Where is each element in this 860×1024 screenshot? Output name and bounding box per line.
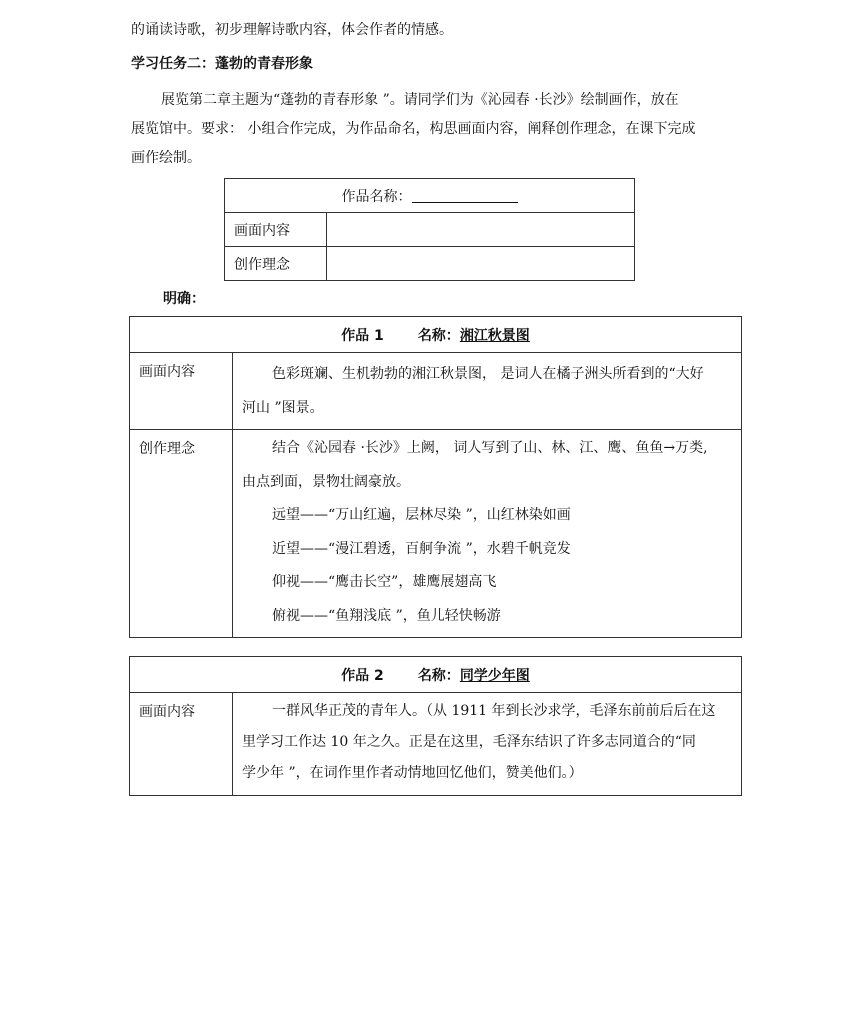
work2-row1-line: 学少年 ”，在词作里作者动情地回忆他们，赞美他们。）: [242, 765, 583, 781]
work2-header: [130, 657, 742, 693]
work1-row1-line: 河山 ”图景。: [242, 400, 324, 416]
intro-line-2: 展览馆中。要求： 小组合作完成，为作品命名，构思画面内容，阐释创作理念，在课下完成: [131, 121, 696, 137]
form-title-cell: [225, 179, 635, 213]
answer-label: 明确：: [163, 291, 205, 307]
work1-table: [129, 316, 742, 638]
work1-number: 作品 1: [341, 327, 384, 344]
intro-line-3: 画作绘制。: [131, 150, 201, 166]
form-title-label: 作品名称：: [341, 188, 412, 205]
form-title-blank[interactable]: [412, 188, 518, 203]
work2-table: [129, 656, 742, 796]
form-row1-value[interactable]: [327, 213, 635, 247]
work2-name: 同学少年图: [459, 667, 530, 684]
top-text: 的诵读诗歌，初步理解诗歌内容，体会作者的情感。: [131, 22, 453, 38]
work2-name-label: 名称：: [417, 667, 460, 684]
work2-row1-line: 一群风华正茂的青年人。（从 1911 年到长沙求学，毛泽东前前后后在这: [272, 703, 716, 719]
form-row1-label: 画面内容: [225, 213, 327, 247]
work1-name-label: 名称：: [417, 327, 460, 344]
work1-row2-label: 创作理念: [130, 430, 233, 638]
work2-row1-label: 画面内容: [130, 693, 233, 796]
work1-row1-content: [233, 353, 742, 430]
work1-row2-line: 仰视——“鹰击长空”，雄鹰展翅高飞: [272, 574, 497, 590]
work1-row1-line: 色彩斑斓、生机勃勃的湘江秋景图， 是词人在橘子洲头所看到的“大好: [272, 366, 704, 382]
work2-row1-content: [233, 693, 742, 796]
form-row2-value[interactable]: [327, 247, 635, 281]
work1-row1-label: 画面内容: [130, 353, 233, 430]
intro-line-1: 展览第二章主题为“蓬勃的青春形象 ”。请同学们为《沁园春 ·长沙》绘制画作，放在: [161, 92, 679, 108]
work2-number: 作品 2: [341, 667, 384, 684]
work2-row1-line: 里学习工作达 10 年之久。正是在这里，毛泽东结识了许多志同道合的“同: [242, 734, 696, 750]
form-row2-label: 创作理念: [225, 247, 327, 281]
artwork-form-table: [224, 178, 635, 281]
work1-row2-line: 由点到面，景物壮阔豪放。: [242, 473, 410, 490]
work1-row2-line: 近望——“漫江碧透，百舸争流 ”，水碧千帆竞发: [272, 540, 571, 557]
work1-row2-line: 俯视——“鱼翔浅底 ”，鱼儿轻快畅游: [272, 607, 501, 624]
task-heading: 学习任务二：蓬勃的青春形象: [131, 56, 313, 72]
work1-name: 湘江秋景图: [459, 327, 530, 344]
work1-row2-content: [233, 430, 742, 638]
work1-row2-line: 结合《沁园春 ·长沙》上阙， 词人写到了山、林、江、鹰、鱼鱼→万类,: [272, 440, 708, 456]
work1-row2-line: 远望——“万山红遍，层林尽染 ”，山红林染如画: [272, 507, 571, 523]
work1-header: [130, 317, 742, 353]
